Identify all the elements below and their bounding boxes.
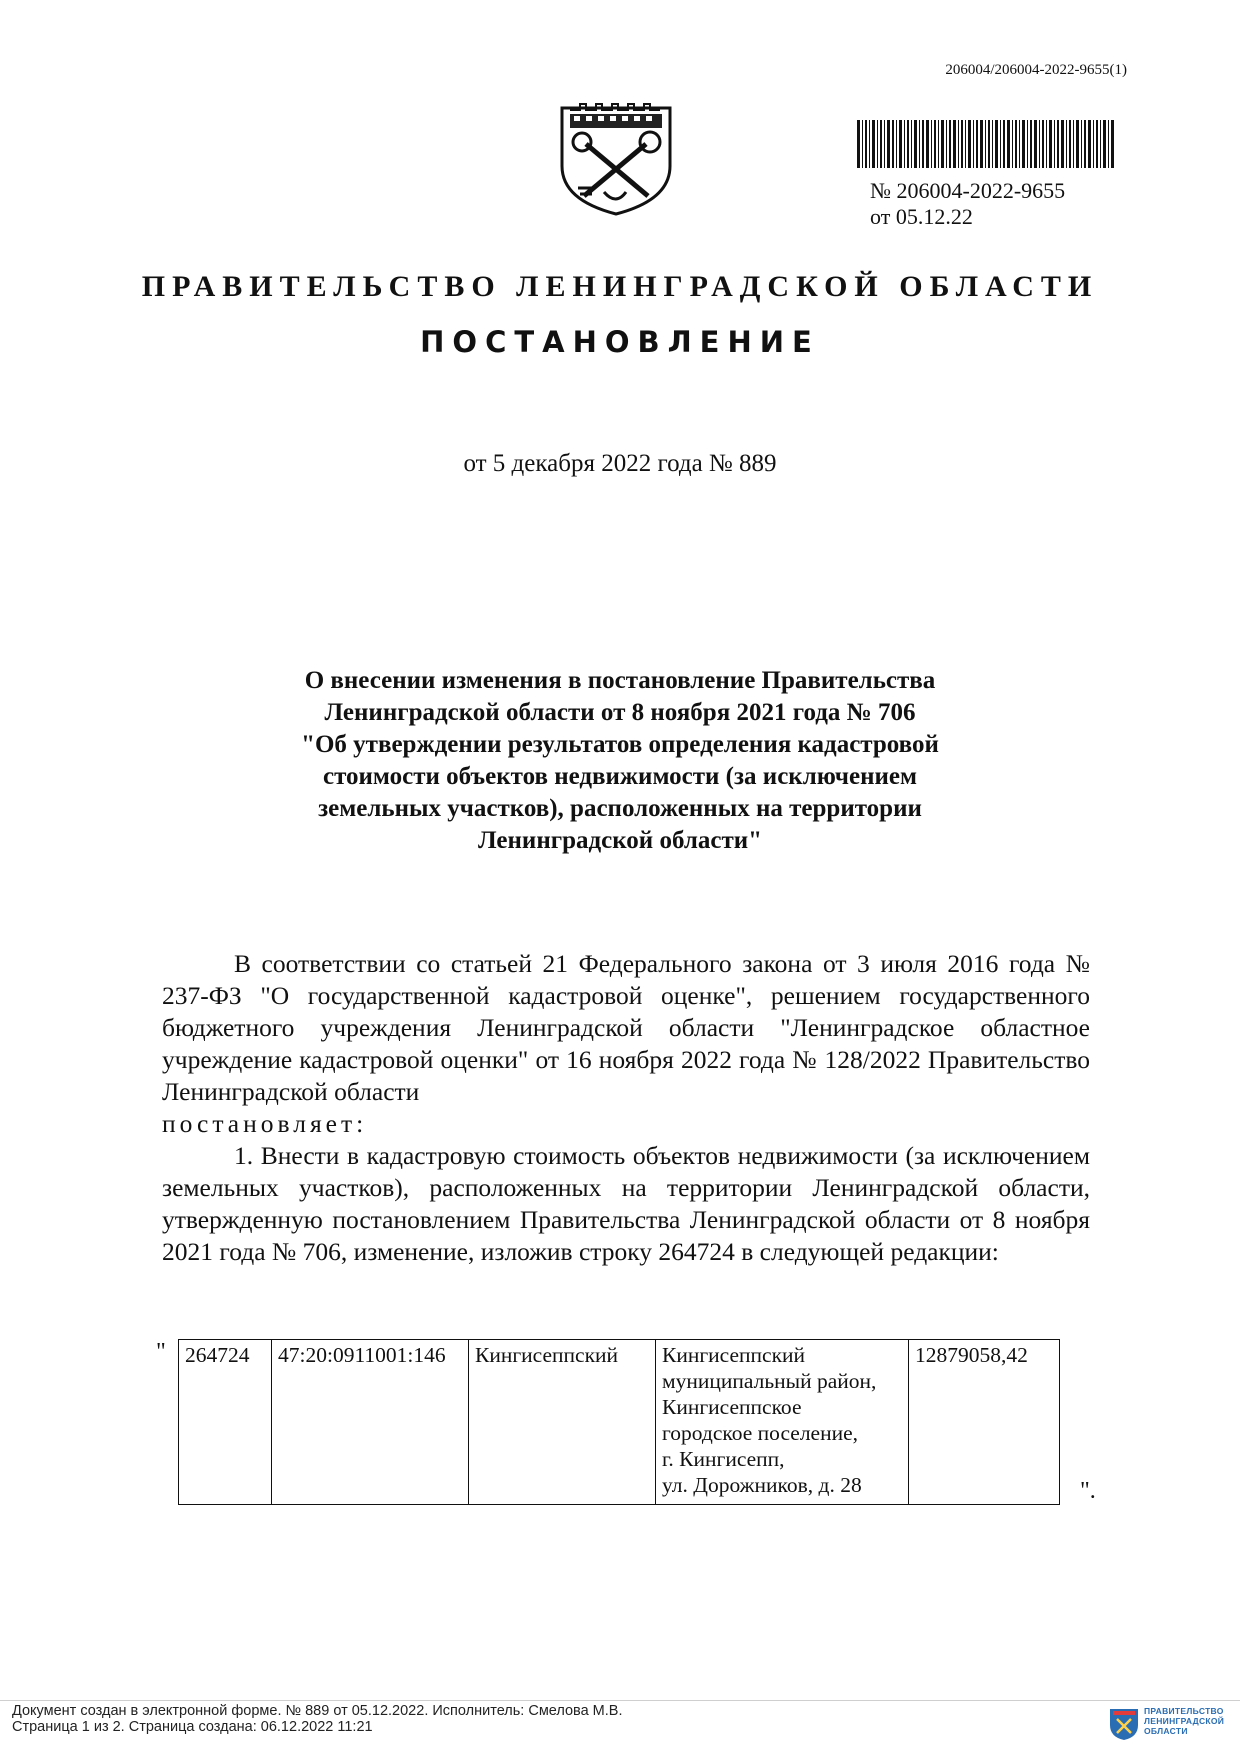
address-line: Кингисеппский (662, 1343, 806, 1367)
resolves-word: постановляет: (162, 1109, 368, 1138)
footer-line: Документ создан в электронной форме. № 889 от 05.12.2022. Исполнитель: Смелова М.В. (12, 1703, 623, 1719)
registration-date: от 05.12.22 (870, 204, 973, 229)
subject-line: Ленинградской области" (477, 827, 763, 854)
coat-of-arms-emblem (556, 88, 676, 218)
decree-subject (180, 665, 1060, 857)
subject-line: стоимости объектов недвижимости (за исключением (322, 763, 918, 790)
logo-text-line: ЛЕНИНГРАДСКОЙ (1144, 1716, 1225, 1726)
logo-text-line: ПРАВИТЕЛЬСТВО (1144, 1706, 1224, 1716)
preamble-paragraph: В соответствии со статьей 21 Федерального закона от 3 июля 2016 года № 237-ФЗ "О государственной кадастровой оценке", решением государственного бюджетного учреждения Ленинградской области "Ленинградское областное учреждение кадастровой оценки" от 16 ноября 2022 года № 128/2022 Правительство Ленинградской области (162, 949, 1090, 1106)
table-open-quote: " (156, 1339, 166, 1365)
address-line: муниципальный район, (662, 1369, 877, 1393)
table-close-quote: ". (1080, 1478, 1096, 1504)
row-number-cell: 264724 (179, 1340, 272, 1505)
address-line: г. Кингисепп, (662, 1447, 785, 1471)
government-title: ПРАВИТЕЛЬСТВО ЛЕНИНГРАДСКОЙ ОБЛАСТИ (141, 270, 1099, 303)
logo-text-line: ОБЛАСТИ (1144, 1726, 1188, 1736)
item-1-paragraph: 1. Внести в кадастровую стоимость объектов недвижимости (за исключением земельных участков), расположенных на территории Ленинградской области, утвержденную постановлением Правительства Ленинградской области от 8 ноября 2021 года № 706, изменение, изложив строку 264724 в следующей редакции: (162, 1141, 1090, 1266)
address-line: Кингисеппское (662, 1395, 802, 1419)
cadastral-number-cell: 47:20:0911001:146 (272, 1340, 469, 1505)
footer (12, 1703, 623, 1735)
district-cell: Кингисеппский (469, 1340, 656, 1505)
government-logo-icon (1108, 1705, 1140, 1741)
footer-line: Страница 1 из 2. Страница создана: 06.12.2022 11:21 (12, 1719, 373, 1735)
subject-line: "Об утверждении результатов определения кадастровой (301, 731, 939, 758)
address-line: ул. Дорожников, д. 28 (662, 1473, 862, 1497)
barcode (857, 120, 1115, 168)
footer-divider (0, 1700, 1240, 1701)
document-type-title: ПОСТАНОВЛЕНИЕ (420, 325, 820, 359)
address-cell (656, 1340, 909, 1505)
government-logo-text (1144, 1706, 1224, 1736)
cadastral-value-cell: 12879058,42 (909, 1340, 1060, 1505)
decree-body (162, 948, 1090, 1268)
registration-block (870, 178, 1065, 230)
table-row (179, 1340, 1060, 1505)
decree-date-number: от 5 декабря 2022 года № 889 (463, 450, 777, 477)
cadastral-value-table (178, 1339, 1060, 1505)
registration-number: № 206004-2022-9655 (870, 178, 1066, 203)
subject-line: земельных участков), расположенных на территории (318, 795, 922, 822)
subject-line: О внесении изменения в постановление Правительства (304, 667, 936, 694)
subject-line: Ленинградской области от 8 ноября 2021 года № 706 (324, 699, 916, 726)
address-line: городское поселение, (662, 1421, 859, 1445)
document-id: 206004/206004-2022-9655(1) (945, 62, 1127, 78)
